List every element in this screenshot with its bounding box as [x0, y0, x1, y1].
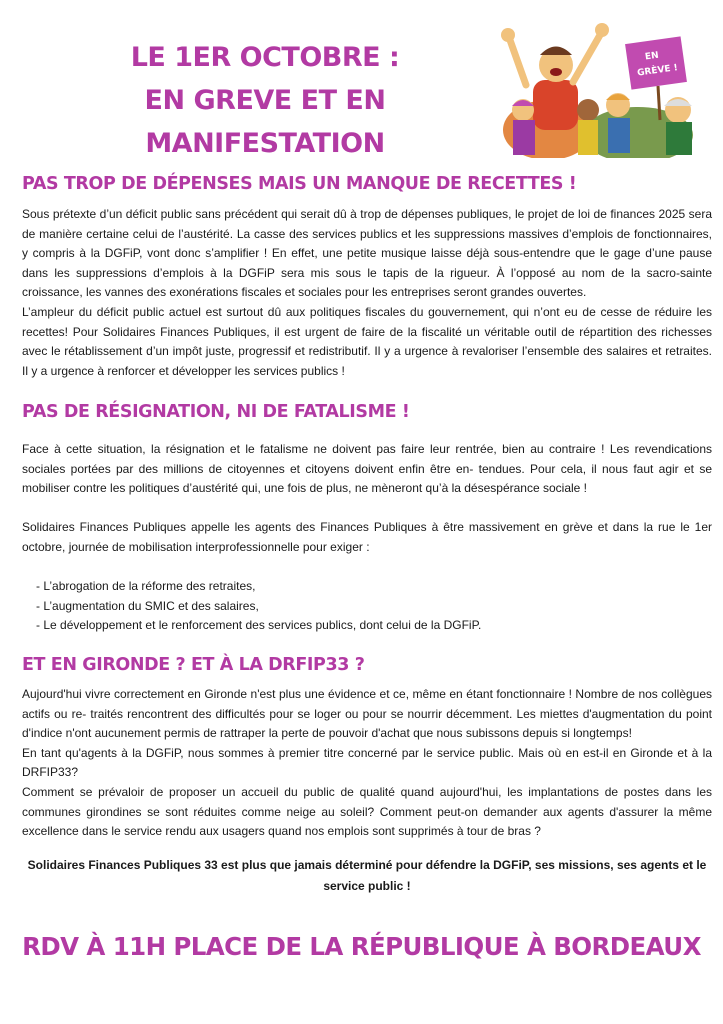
page-title: [30, 36, 500, 165]
strikers-illustration: [488, 10, 710, 158]
paragraph: Solidaires Finances Publiques appelle les agents des Finances Publiques à être massivement en grève et dans la rue le 1er octobre, journée de mobilisation interprofessionnelle pour exiger :: [22, 520, 712, 554]
conclusion-statement: Solidaires Finances Publiques 33 est plus que jamais déterminé pour défendre la DGFiP, ses missions, ses agents et le service public !: [27, 858, 707, 893]
demands-list: [36, 577, 481, 636]
section-heading-resignation: PAS DE RÉSIGNATION, NI DE FATALISME !: [22, 402, 410, 422]
paragraph: L’ampleur du déficit public actuel est surtout dû aux politiques fiscales du gouvernement, qui n’ont eu de cesse de réduire les recettes! Pour Solidaires Finances Publiques, il est urgent de faire de la fiscalité un véritable outil de répartition des richesses avec le rétablissement d’un impôt juste, progressif et redistributif. Il y a urgence à revaloriser l’ensemble des salaires et retraites. Il y a urgence à renforcer et développer les services publics !: [22, 304, 712, 378]
paragraph: Comment se prévaloir de proposer un accueil du public de qualité quand aujourd'hui, les implantations de postes dans les communes girondines se sont réduites comme neige au soleil? Comment peut-on demander aux agents d'assurer la même excellence dans le service rendu aux usagers quand nos emplois sont supprimés à tour de bras ?: [22, 784, 712, 839]
rdv-banner: RDV À 11H PLACE DE LA RÉPUBLIQUE À BORDEAUX: [22, 932, 701, 961]
sign-text-2: GRÈVE !: [636, 63, 679, 79]
section-body-gironde: [22, 685, 712, 842]
list-item: - Le développement et le renforcement des services publics, dont celui de la DGFiP.: [36, 616, 481, 636]
paragraph: Aujourd'hui vivre correctement en Gironde n'est plus une évidence et ce, même en étant fonctionnaire ! Nombre de nos collègues actifs ou re- traités rencontrent des difficultés pour se loger ou pour se nourrir décemment. Les miettes d'augmentation du point d'indice n'ont aucunement permis de rattraper la perte de pouvoir d'achat que nous subissons depuis si longtemps!: [22, 687, 712, 741]
section-body-resignation: [22, 440, 712, 499]
section-heading-depenses: PAS TROP DE DÉPENSES MAIS UN MANQUE DE RECETTES !: [22, 174, 577, 194]
section-body-call: [22, 518, 712, 557]
list-item: - L’augmentation du SMIC et des salaires,: [36, 597, 481, 617]
list-item: - L’abrogation de la réforme des retraites,: [36, 577, 481, 597]
paragraph: Sous prétexte d’un déficit public sans précédent qui serait dû à trop de dépenses publiques, le projet de loi de finances 2025 sera de manière certaine celui de l’austérité. La casse des services publics et les suppressions massives d’emplois de fonctionnaires, y compris à la DGFiP, vont donc s’amplifier ! En effet, une petite musique laisse déjà sous-entendre que le gage d’une pause dans les suppressions d’emplois à la DGFiP sera mis sous le tapis de la rigueur. À l’opposé au nom de la sacro-sainte croissance, les vannes des exonérations fiscales et sociales pour les entreprises seront grandes ouvertes.: [22, 207, 712, 300]
paragraph: Face à cette situation, la résignation et le fatalisme ne doivent pas faire leur rentrée, bien au contraire ! Les revendications sociales portées par des millions de citoyennes et citoyens doivent enfin être en- tendues. Pour cela, il nous faut agir et se mobiliser contre les politiques d’austérité qui, une fois de plus, ne mèneront qu’à la désespérance sociale !: [22, 442, 712, 496]
sign-text-1: EN: [644, 50, 660, 63]
title-line-1: LE 1ER OCTOBRE :: [130, 42, 400, 73]
section-heading-gironde: ET EN GIRONDE ? ET À LA DRFIP33 ?: [22, 655, 365, 675]
paragraph: En tant qu'agents à la DGFiP, nous sommes à premier titre concerné par le service public. Mais où en est-il en Gironde et à la DRFIP33?: [22, 745, 712, 780]
title-line-2: EN GREVE ET EN MANIFESTATION: [144, 85, 386, 159]
section-body-depenses: [22, 205, 712, 381]
